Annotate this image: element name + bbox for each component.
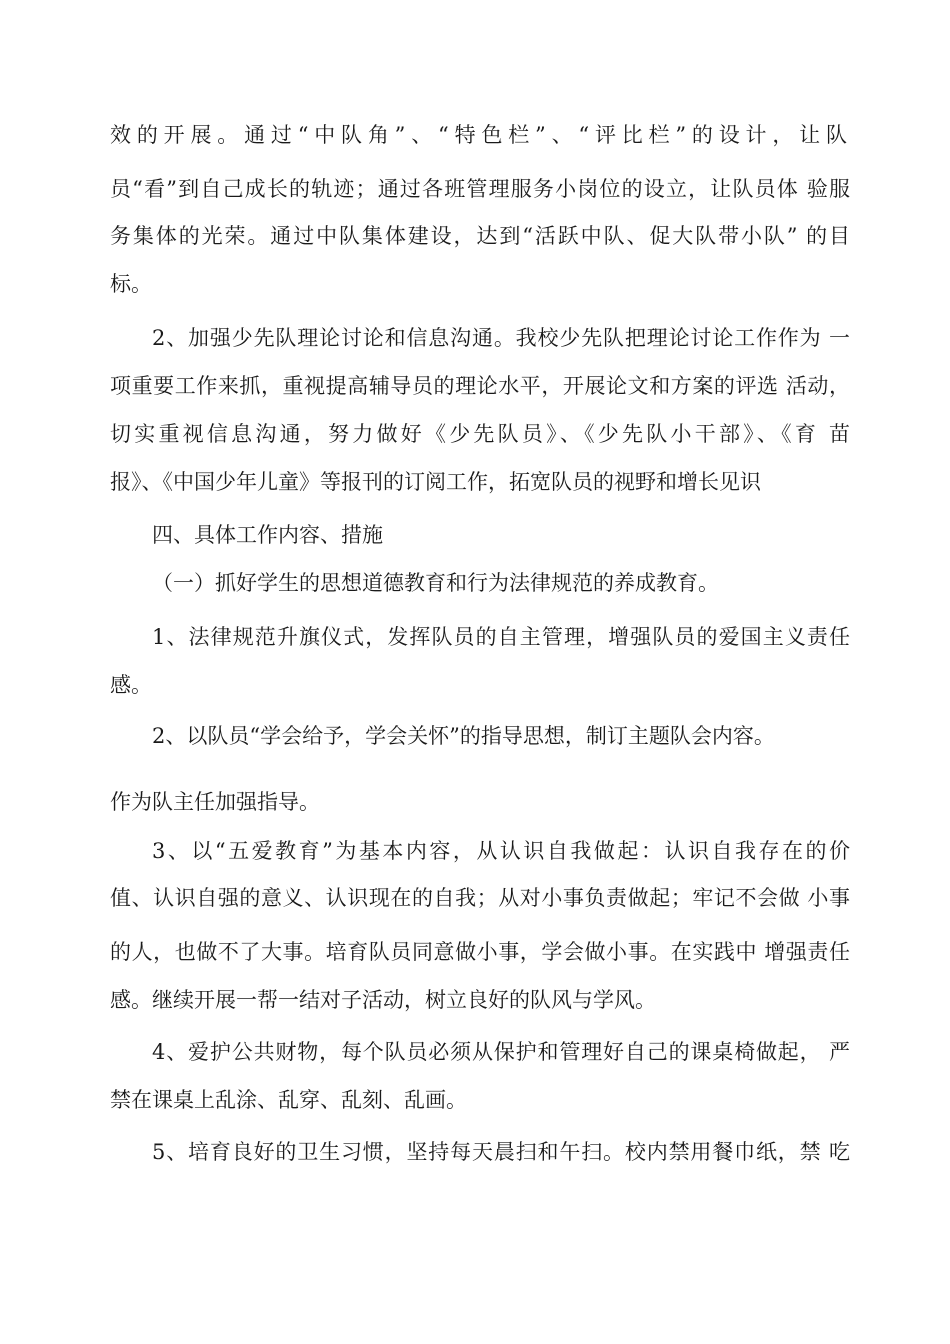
subsection-heading: （一）抓好学生的思想道德教育和行为法律规范的养成教育。 xyxy=(152,571,719,595)
paragraph-line: 的人，也做不了大事。培育队员同意做小事，学会做小事。在实践中 增强责任 xyxy=(110,940,850,964)
paragraph-line: 效的开展。通过“中队角”、“特色栏”、“评比栏”的设计，让队 xyxy=(110,123,850,147)
paragraph-line: 禁在课桌上乱涂、乱穿、乱刻、乱画。 xyxy=(110,1088,467,1112)
section-heading: 四、具体工作内容、措施 xyxy=(152,523,383,547)
paragraph-line: 切实重视信息沟通，努力做好《少先队员》、《少先队小干部》、《育 苗 xyxy=(110,422,850,446)
paragraph-line: 员“看”到自己成长的轨迹；通过各班管理服务小岗位的设立，让队员体 验服 xyxy=(110,177,850,201)
paragraph-line: 4、爱护公共财物，每个队员必须从保护和管理好自己的课桌椅做起， 严 xyxy=(152,1040,850,1064)
paragraph-line: 作为队主任加强指导。 xyxy=(110,790,320,814)
paragraph-line: 标。 xyxy=(110,272,152,296)
paragraph-line: 3、以“五爱教育”为基本内容，从认识自我做起：认识自我存在的价 xyxy=(152,839,850,863)
paragraph-line: 值、认识自强的意义、认识现在的自我；从对小事负责做起；牢记不会做 小事 xyxy=(110,886,850,910)
paragraph-line: 2、以队员“学会给予，学会关怀”的指导思想，制订主题队会内容。 xyxy=(152,724,775,748)
paragraph-line: 务集体的光荣。通过中队集体建设，达到“活跃中队、促大队带小队” 的目 xyxy=(110,224,850,248)
paragraph-line: 报》、《中国少年儿童》等报刊的订阅工作，拓宽队员的视野和增长见识 xyxy=(110,470,761,494)
paragraph-line: 2、加强少先队理论讨论和信息沟通。我校少先队把理论讨论工作作为 一 xyxy=(152,326,850,350)
paragraph-line: 项重要工作来抓，重视提高辅导员的理论水平，开展论文和方案的评选 活动， xyxy=(110,374,850,398)
paragraph-line: 1、法律规范升旗仪式，发挥队员的自主管理，增强队员的爱国主义责任 xyxy=(152,625,850,649)
paragraph-line: 感。继续开展一帮一结对子活动，树立良好的队风与学风。 xyxy=(110,988,656,1012)
paragraph-line: 5、培育良好的卫生习惯，坚持每天晨扫和午扫。校内禁用餐巾纸，禁 吃 xyxy=(152,1140,850,1164)
paragraph-line: 感。 xyxy=(110,673,152,697)
